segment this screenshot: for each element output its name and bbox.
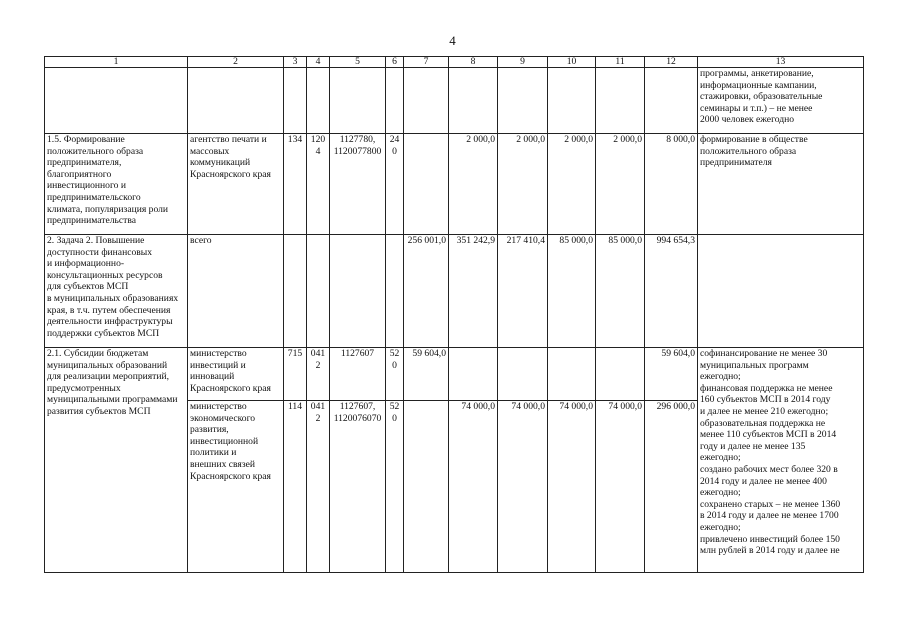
code-cell: 1127780, 1120077800 <box>330 134 386 235</box>
row-title-cell: 1.5. Формирование положительного образа предпринимателя, благоприятного инвестиционного и предпринимательского климата, популяризация роли предпринимательства <box>45 134 188 235</box>
header-cell: 8 <box>449 57 498 68</box>
amount-cell: 994 654,3 <box>645 235 698 348</box>
result-cell <box>698 235 864 348</box>
code-cell <box>330 235 386 348</box>
header-cell: 1 <box>45 57 188 68</box>
amount-cell <box>498 348 548 401</box>
header-cell: 7 <box>404 57 449 68</box>
code-cell: 1127607 <box>330 348 386 401</box>
amount-cell: 74 000,0 <box>449 401 498 573</box>
amount-cell: 217 410,4 <box>498 235 548 348</box>
amount-cell: 2 000,0 <box>548 134 596 235</box>
header-cell: 4 <box>307 57 330 68</box>
header-cell: 2 <box>188 57 284 68</box>
code-cell <box>330 68 386 134</box>
code-cell: 0412 <box>307 401 330 573</box>
header-cell: 3 <box>284 57 307 68</box>
budget-table <box>44 56 864 573</box>
amount-cell: 351 242,9 <box>449 235 498 348</box>
table-row <box>45 134 864 235</box>
code-cell: 0412 <box>307 348 330 401</box>
code-cell <box>386 235 404 348</box>
amount-cell: 74 000,0 <box>498 401 548 573</box>
amount-cell <box>404 68 449 134</box>
row-title-cell: 2.1. Субсидии бюджетам муниципальных образований для реализации мероприятий, предусмотренных муниципальными программами развития субъектов МСП <box>45 348 188 573</box>
amount-cell: 85 000,0 <box>596 235 645 348</box>
responsible-cell: всего <box>188 235 284 348</box>
header-cell: 12 <box>645 57 698 68</box>
result-cell: софинансирование не менее 30 муниципальных программ ежегодно; финансовая поддержка не менее 160 субъектов МСП в 2014 году и далее не менее 210 ежегодно; образовательная поддержка не менее 110 субъектов МСП в 2014 году и далее не менее 135 ежегодно; создано рабочих мест более 320 в 2014 году и далее не менее 400 ежегодно; сохранено старых – не менее 1360 в 2014 году и далее не менее 1700 ежегодно; привлечено инвестиций более 150 млн рублей в 2014 году и далее не <box>698 348 864 573</box>
table-header-row <box>45 57 864 68</box>
amount-cell: 74 000,0 <box>548 401 596 573</box>
amount-cell: 8 000,0 <box>645 134 698 235</box>
header-cell: 9 <box>498 57 548 68</box>
amount-cell: 2 000,0 <box>596 134 645 235</box>
row-title-cell: 2. Задача 2. Повышение доступности финансовых и информационно- консультационных ресурсов для субъектов МСП в муниципальных образованиях края, в т.ч. путем обеспечения деятельности инфраструктуры поддержки субъектов МСП <box>45 235 188 348</box>
code-cell: 134 <box>284 134 307 235</box>
amount-cell: 59 604,0 <box>404 348 449 401</box>
table-row <box>45 68 864 134</box>
responsible-cell: агентство печати и массовых коммуникаций Красноярского края <box>188 134 284 235</box>
page-number: 4 <box>449 33 456 48</box>
code-cell: 1127607, 1120076070 <box>330 401 386 573</box>
amount-cell <box>548 348 596 401</box>
code-cell <box>307 68 330 134</box>
amount-cell <box>404 401 449 573</box>
amount-cell <box>449 348 498 401</box>
code-cell: 240 <box>386 134 404 235</box>
row-title-cell <box>45 68 188 134</box>
amount-cell <box>404 134 449 235</box>
header-cell: 13 <box>698 57 864 68</box>
amount-cell: 2 000,0 <box>498 134 548 235</box>
responsible-cell: министерство экономического развития, инвестиционной политики и внешних связей Красноярского края <box>188 401 284 573</box>
code-cell <box>284 235 307 348</box>
amount-cell: 59 604,0 <box>645 348 698 401</box>
responsible-cell <box>188 68 284 134</box>
amount-cell <box>498 68 548 134</box>
code-cell: 520 <box>386 348 404 401</box>
header-cell: 11 <box>596 57 645 68</box>
amount-cell: 74 000,0 <box>596 401 645 573</box>
amount-cell <box>596 68 645 134</box>
table-row <box>45 348 864 401</box>
amount-cell <box>449 68 498 134</box>
code-cell: 715 <box>284 348 307 401</box>
amount-cell: 296 000,0 <box>645 401 698 573</box>
code-cell: 114 <box>284 401 307 573</box>
code-cell: 520 <box>386 401 404 573</box>
amount-cell <box>596 348 645 401</box>
amount-cell: 2 000,0 <box>449 134 498 235</box>
header-cell: 10 <box>548 57 596 68</box>
table-row <box>45 235 864 348</box>
amount-cell <box>645 68 698 134</box>
code-cell <box>307 235 330 348</box>
responsible-cell: министерство инвестиций и инноваций Красноярского края <box>188 348 284 401</box>
result-cell: программы, анкетирование, информационные кампании, стажировки, образовательные семинары и т.п.) – не менее 2000 человек ежегодно <box>698 68 864 134</box>
header-cell: 6 <box>386 57 404 68</box>
amount-cell: 85 000,0 <box>548 235 596 348</box>
code-cell <box>386 68 404 134</box>
result-cell: формирование в обществе положительного образа предпринимателя <box>698 134 864 235</box>
header-cell: 5 <box>330 57 386 68</box>
code-cell: 1204 <box>307 134 330 235</box>
code-cell <box>284 68 307 134</box>
amount-cell <box>548 68 596 134</box>
amount-cell: 256 001,0 <box>404 235 449 348</box>
